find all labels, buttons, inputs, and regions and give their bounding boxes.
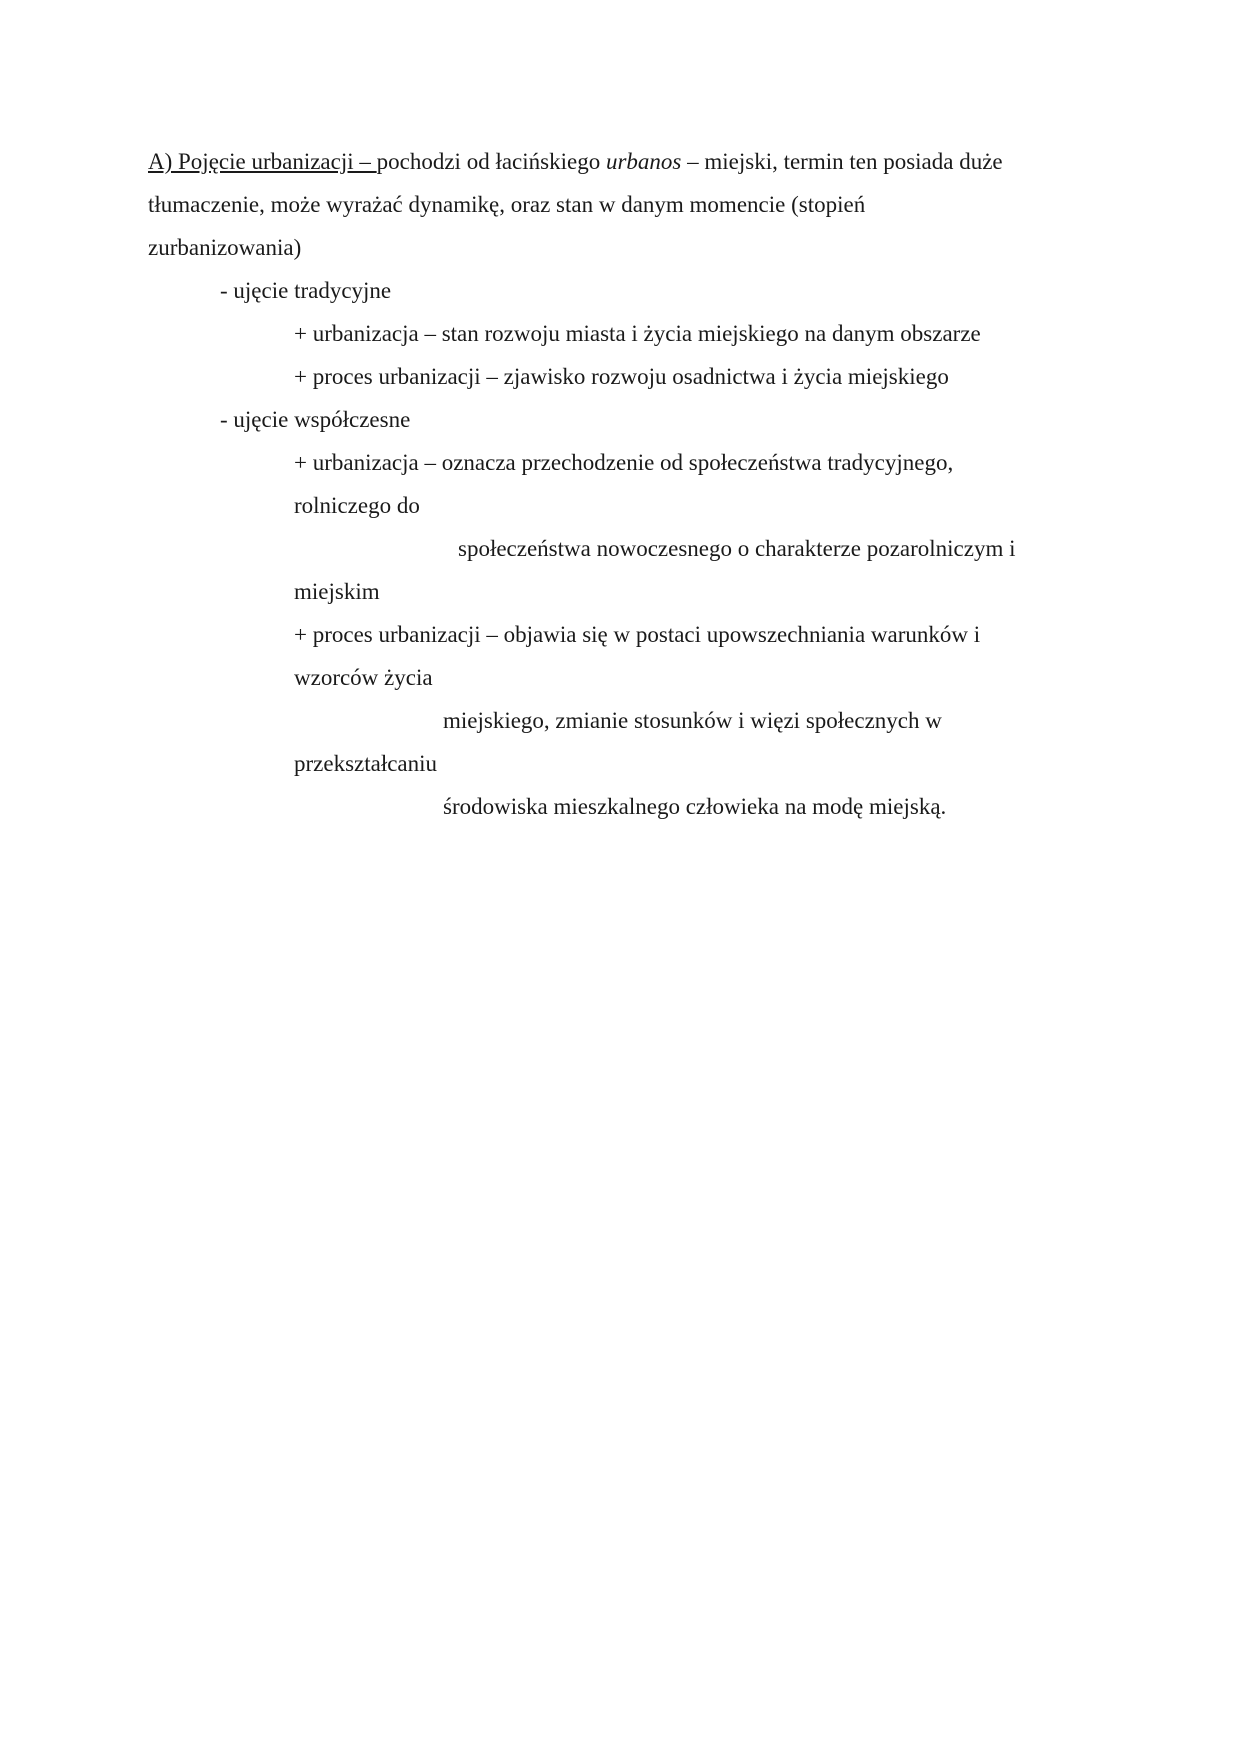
intro-line-1 [148, 147, 1003, 177]
intro-text-2: – miejski, termin ten posiada duże [681, 149, 1003, 174]
intro-line-3: zurbanizowania) [148, 235, 302, 260]
modern-item-process-line-4: przekształcaniu [294, 751, 438, 776]
modern-item-urbanization-line-4: miejskim [294, 579, 380, 604]
modern-item-urbanization-line-3: społeczeństwa nowoczesnego o charakterze pozarolniczym i [458, 536, 1016, 561]
modern-item-urbanization-line-2: rolniczego do [294, 493, 420, 518]
modern-item-urbanization-line-1: + urbanizacja – oznacza przechodzenie od społeczeństwa tradycyjnego, [294, 450, 954, 475]
modern-item-process-line-2: wzorców życia [294, 665, 433, 690]
traditional-item-process: + proces urbanizacji – zjawisko rozwoju osadnictwa i życia miejskiego [294, 364, 949, 389]
modern-item-process-line-1: + proces urbanizacji – objawia się w postaci upowszechniania warunków i [294, 622, 981, 647]
intro-line-2: tłumaczenie, może wyrażać dynamikę, oraz stan w danym momencie (stopień [148, 192, 866, 217]
modern-item-process-line-5: środowiska mieszkalnego człowieka na modę miejską. [443, 794, 947, 819]
modern-approach-title: - ujęcie współczesne [220, 407, 411, 432]
traditional-approach-title: - ujęcie tradycyjne [220, 278, 392, 303]
section-heading: A) Pojęcie urbanizacji – [148, 149, 377, 174]
traditional-item-urbanization: + urbanizacja – stan rozwoju miasta i życia miejskiego na danym obszarze [294, 321, 981, 346]
latin-term: urbanos [605, 149, 682, 174]
intro-text-1: pochodzi od łacińskiego [376, 149, 606, 174]
modern-item-process-line-3: miejskiego, zmianie stosunków i więzi społecznych w [443, 708, 942, 733]
